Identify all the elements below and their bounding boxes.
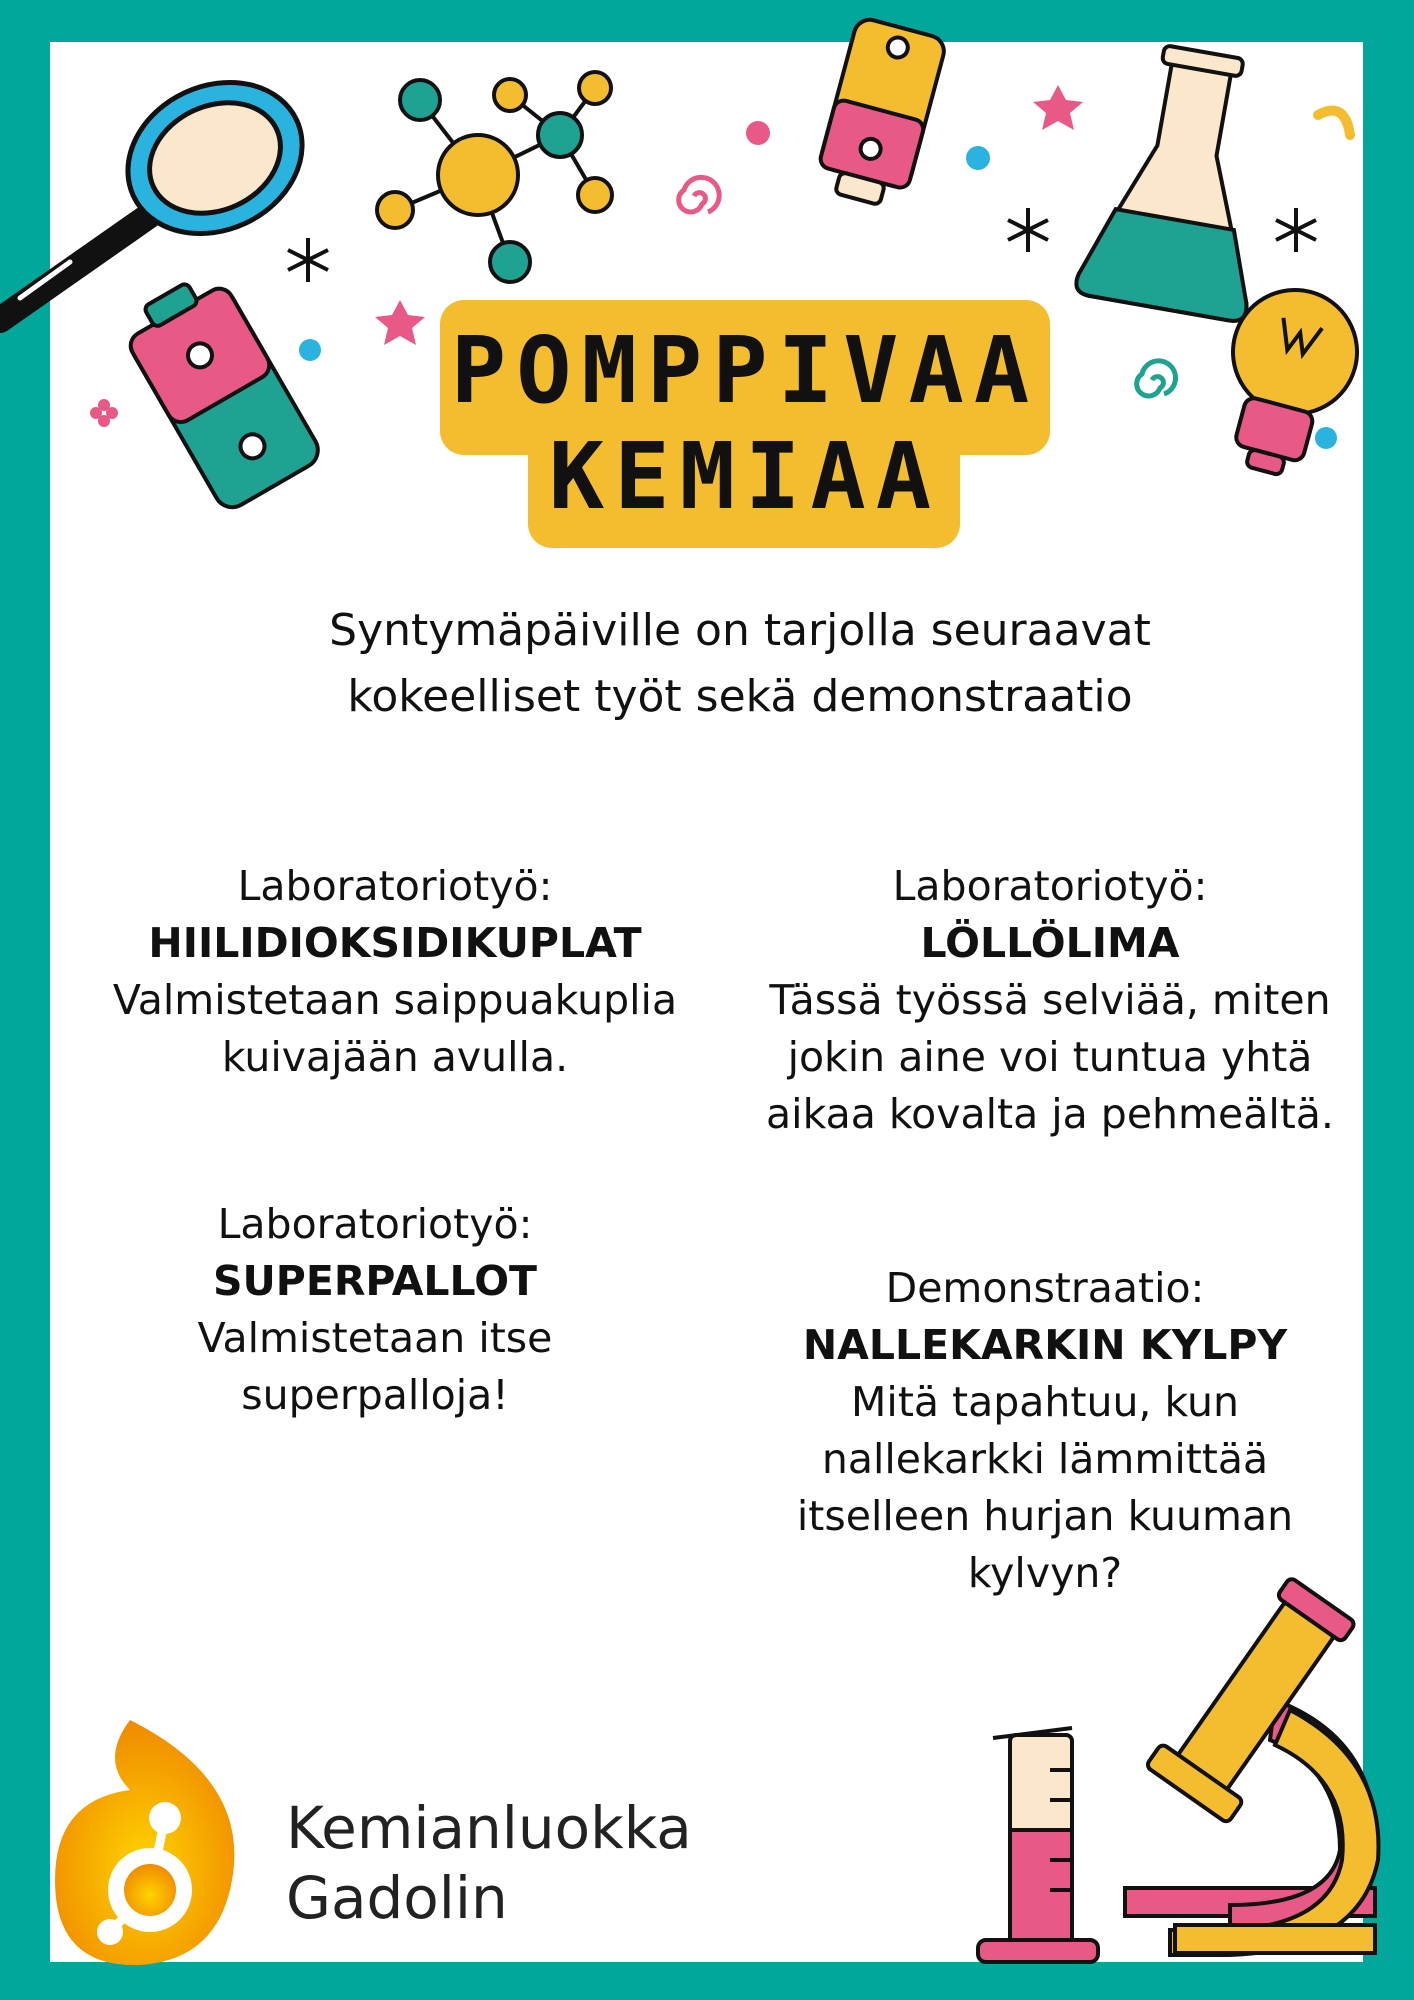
magnifier-icon [0, 55, 327, 320]
battery-icon [116, 266, 325, 514]
subtitle-line: kokeelliset työt sekä demonstraatio [347, 671, 1133, 722]
activity-type: Laboratoriotyö: [892, 862, 1208, 910]
spiral-icon [1137, 361, 1176, 396]
dot [966, 146, 990, 170]
microscope-icon [1125, 1571, 1378, 1955]
logo-text [286, 1793, 692, 1933]
molecule-icon [377, 72, 612, 282]
activity-desc: kylvyn? [967, 1549, 1123, 1597]
activity-type: Laboratoriotyö: [217, 1200, 533, 1248]
star-icon [90, 399, 118, 427]
demonstration-nallekarkin-kylpy [760, 1260, 1330, 1602]
star-icon [1033, 85, 1083, 130]
activity-desc: kuivajään avulla. [221, 1033, 569, 1081]
activity-type: Demonstraatio: [885, 1264, 1205, 1312]
activity-desc: aikaa kovalta ja pehmeältä. [766, 1090, 1334, 1138]
activity-desc: superpalloja! [241, 1371, 509, 1419]
dot [746, 121, 770, 145]
poster-subtitle [230, 598, 1250, 730]
activity-desc: itselleen hurjan kuuman [796, 1492, 1294, 1540]
activity-lollolima [740, 858, 1360, 1143]
logo-line: Kemianluokka [286, 1794, 692, 1862]
flask-icon [1074, 37, 1289, 323]
activity-desc: jokin aine voi tuntua yhtä [787, 1033, 1313, 1081]
activity-name: SUPERPALLOT [212, 1257, 538, 1305]
battery-icon [813, 16, 948, 211]
activity-name: HIILIDIOKSIDIKUPLAT [148, 919, 642, 967]
dot [299, 339, 321, 361]
activity-type: Laboratoriotyö: [237, 862, 553, 910]
dot [1315, 427, 1337, 449]
activity-superpallot [80, 1196, 670, 1424]
graduated-cylinder-icon [978, 1728, 1098, 1962]
spiral-icon [679, 177, 719, 212]
activity-desc: Tässä työssä selviää, miten [769, 976, 1331, 1024]
activity-desc: Mitä tapahtuu, kun [851, 1378, 1239, 1426]
logo-line: Gadolin [286, 1864, 508, 1932]
activity-desc: nallekarkki lämmittää [821, 1435, 1269, 1483]
title-line: KEMIAA [548, 423, 942, 530]
activity-hiilidioksidikuplat [80, 858, 710, 1086]
activity-name: NALLEKARKIN KYLPY [802, 1321, 1288, 1369]
curl-icon [1318, 111, 1350, 136]
activity-desc: Valmistetaan saippuakuplia [112, 976, 678, 1024]
gadolin-logo-icon [55, 1720, 234, 1965]
title-line: POMPPIVAA [450, 317, 1040, 424]
subtitle-line: Syntymäpäiville on tarjolla seuraavat [329, 605, 1151, 656]
star-icon [375, 300, 425, 345]
activity-desc: Valmistetaan itse [197, 1314, 553, 1362]
poster-title [440, 318, 1050, 530]
activity-name: LÖLLÖLIMA [920, 919, 1180, 967]
